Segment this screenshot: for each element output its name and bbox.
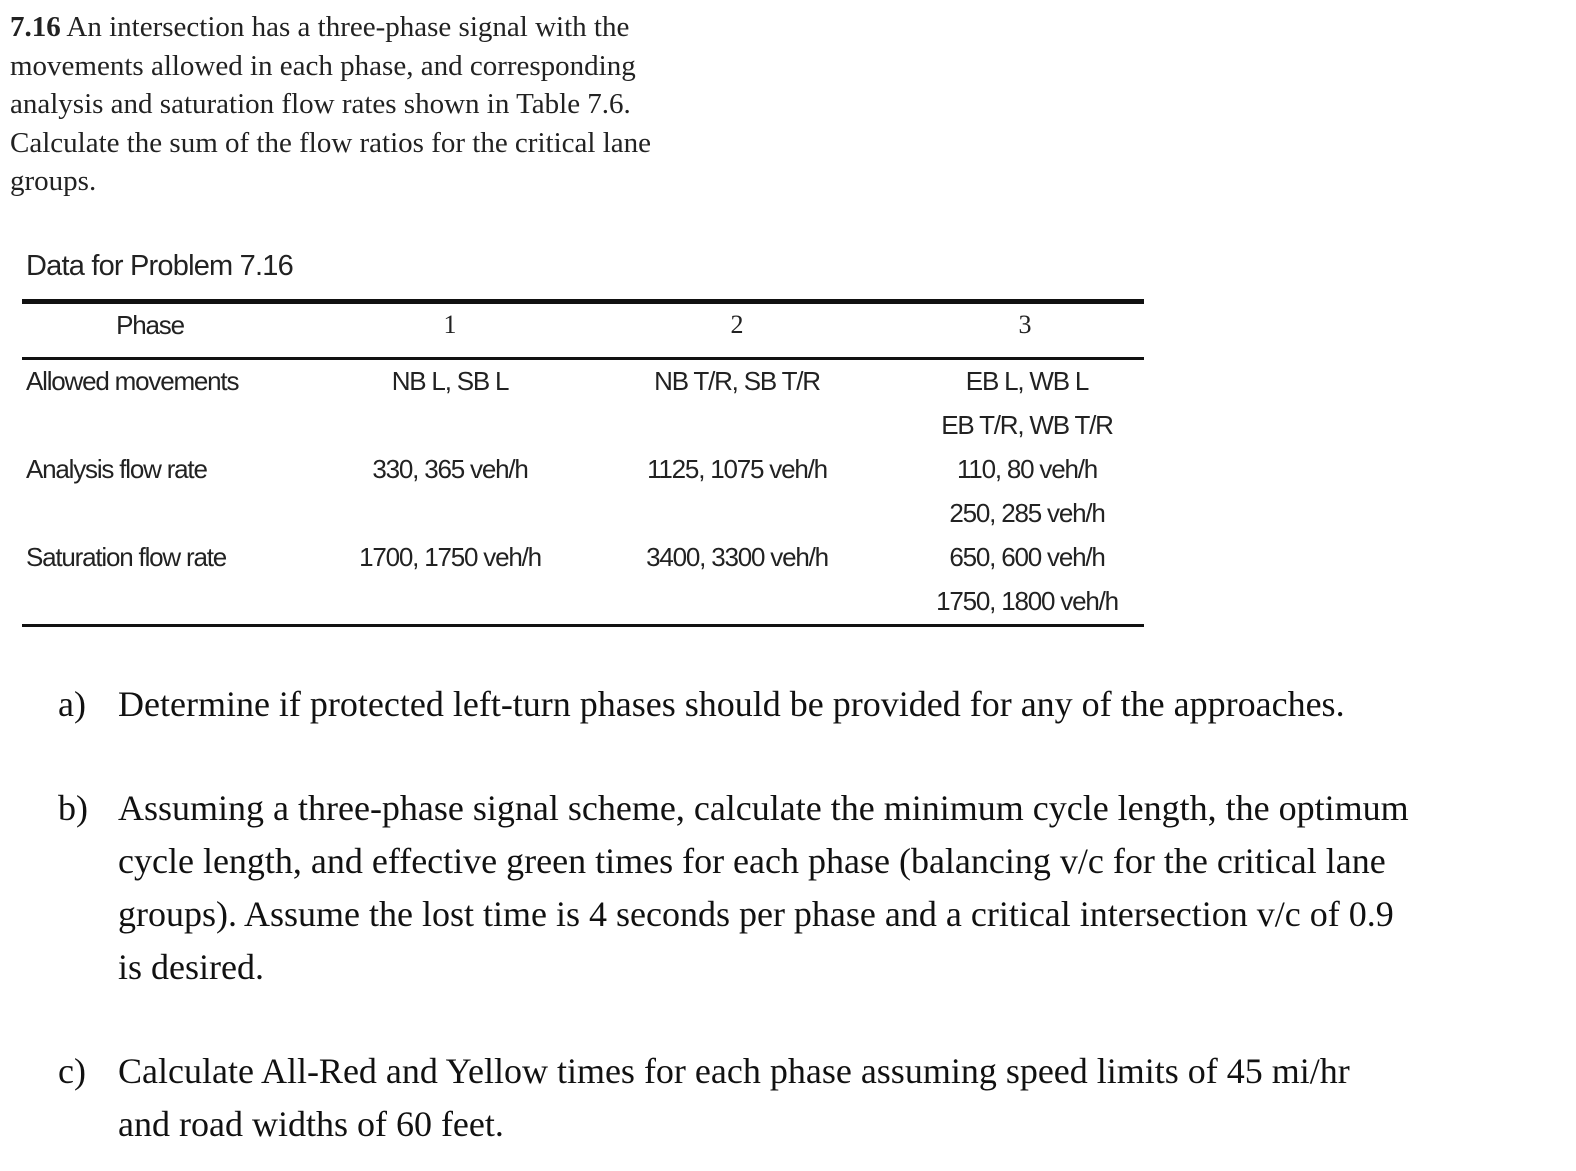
cell-movements-phase-3: EB L, WB L EB T/R, WB T/R <box>941 366 1113 440</box>
header-phase: Phase <box>116 310 184 340</box>
problem-statement <box>10 8 750 201</box>
problem-line: groups. <box>10 165 97 197</box>
row-label-analysis-flow-rate: Analysis flow rate <box>26 454 207 484</box>
cell-analysis-phase-3: 110, 80 veh/h 250, 285 veh/h <box>949 454 1105 528</box>
header-phase-2: 2 <box>730 310 744 339</box>
problem-number: 7.16 <box>10 11 61 43</box>
row-label-allowed-movements: Allowed movements <box>26 366 239 396</box>
problem-line: Calculate the sum of the flow ratios for the critical lane <box>10 126 651 159</box>
problem-text: An intersection has a three-phase signal with the <box>66 11 630 43</box>
question-text: Determine if protected left-turn phases should be provided for any of the approaches. <box>118 684 1345 724</box>
cell-saturation-phase-2: 3400, 3300 veh/h <box>646 542 828 572</box>
cell-analysis-phase-2: 1125, 1075 veh/h <box>647 454 827 484</box>
question-label: a) <box>58 684 86 724</box>
cell-movements-phase-1: NB L, SB L <box>391 366 509 396</box>
header-phase-1: 1 <box>443 310 457 339</box>
table-top-rule <box>22 299 1144 304</box>
table-bottom-rule <box>22 624 1144 627</box>
cell-analysis-phase-1: 330, 365 veh/h <box>372 454 528 484</box>
row-label-saturation-flow-rate: Saturation flow rate <box>26 542 227 572</box>
table-caption: Data for Problem 7.16 <box>26 250 293 282</box>
cell-saturation-phase-3: 650, 600 veh/h 1750, 1800 veh/h <box>936 542 1118 616</box>
question-text: Assuming a three-phase signal scheme, calculate the minimum cycle length, the optimum cycle length, and effective green times for each phase (balancing v/c for the critical lane groups). Assume the lost time is 4 seconds per phase and a critical intersection v/c of 0.9 is desired. <box>118 788 1409 987</box>
question-label: c) <box>58 1051 86 1091</box>
cell-saturation-phase-1: 1700, 1750 veh/h <box>359 542 541 572</box>
question-label: b) <box>58 788 88 828</box>
cell-movements-phase-2: NB T/R, SB T/R <box>654 366 820 396</box>
question-text: Calculate All-Red and Yellow times for each phase assuming speed limits of 45 mi/hr and road widths of 60 feet. <box>118 1051 1350 1144</box>
problem-line: movements allowed in each phase, and corresponding <box>10 49 636 82</box>
header-phase-3: 3 <box>1018 310 1032 339</box>
problem-line: analysis and saturation flow rates shown in Table 7.6. <box>10 88 631 120</box>
problem-line <box>10 8 750 47</box>
